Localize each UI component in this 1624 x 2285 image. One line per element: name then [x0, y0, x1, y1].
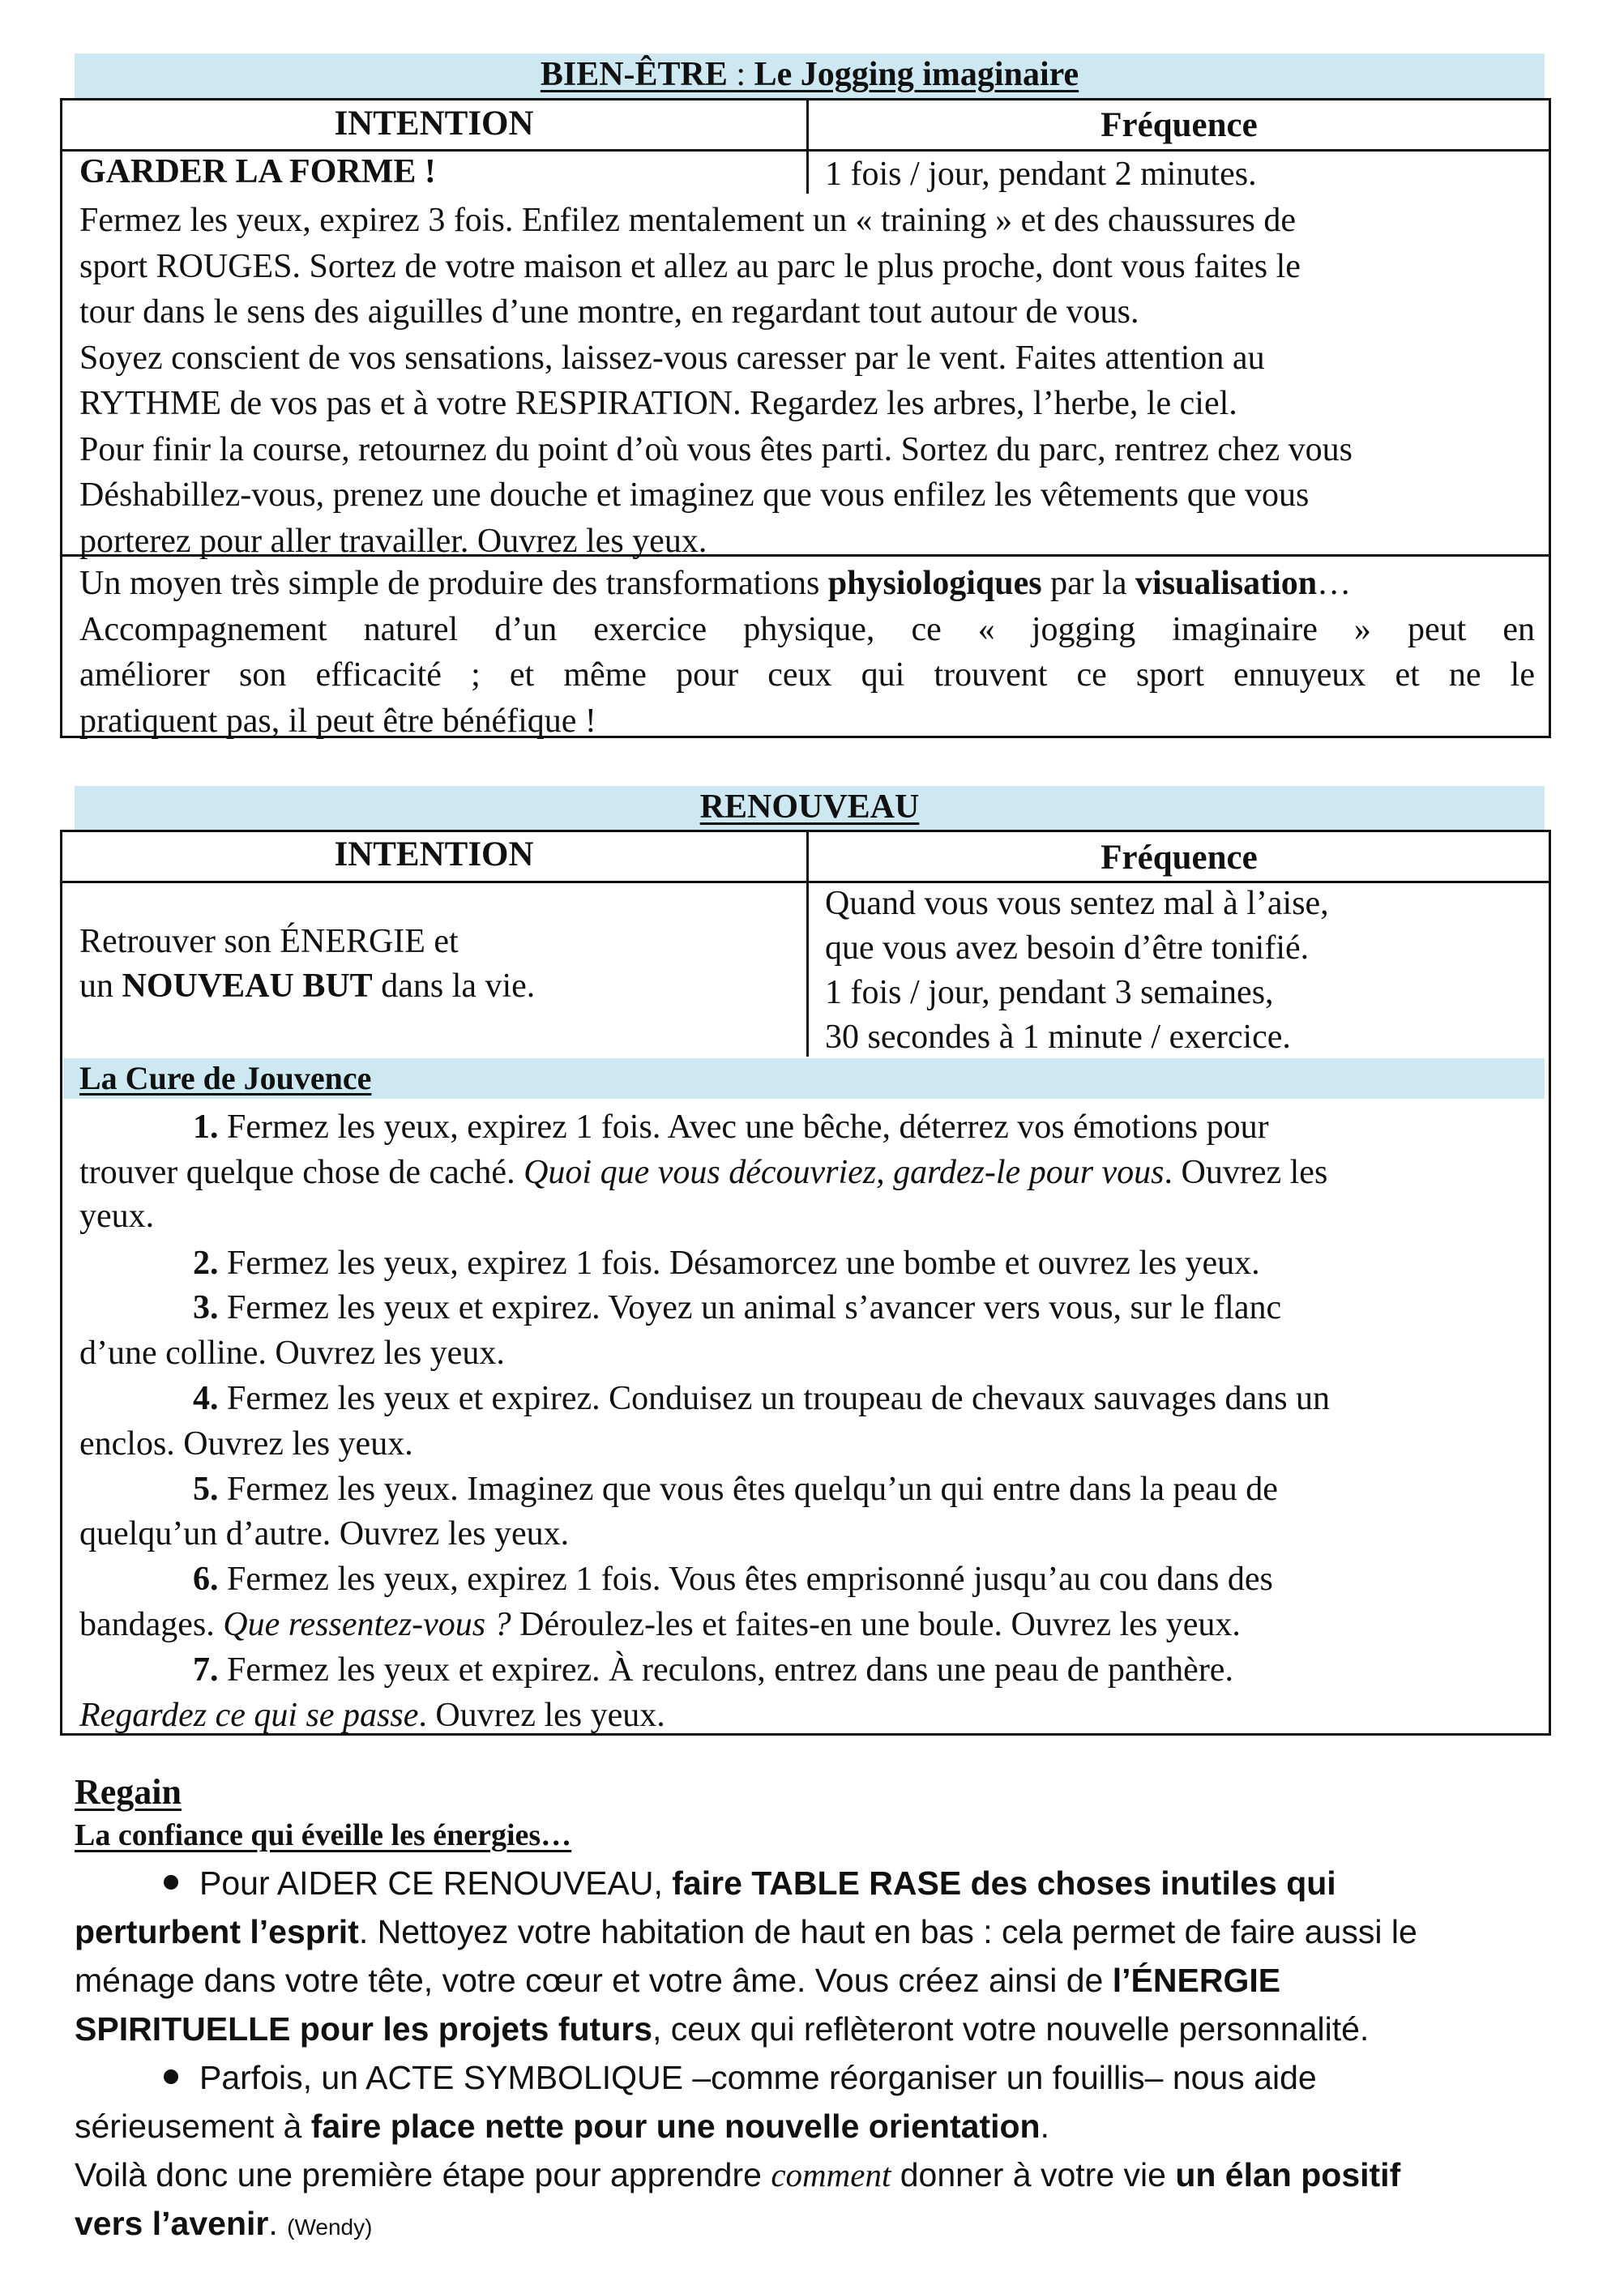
- exercise-5: 5. Fermez les yeux. Imaginez que vous êtes quelqu’un qui entre dans la peau de: [193, 1470, 1278, 1508]
- section2-col-frequence: Fréquence: [1100, 839, 1258, 877]
- bullet-icon: [164, 1875, 178, 1890]
- section3-p1-line-2: perturbent l’esprit. Nettoyez votre habitation de haut en bas : cela permet de faire aussi le: [75, 1913, 1417, 1950]
- section1-column-divider: [806, 98, 809, 194]
- section3-p1-line-4: SPIRITUELLE pour les projets futurs, ceux qui reflèteront votre nouvelle personnalité.: [75, 2010, 1370, 2048]
- exercise-1-cont: trouver quelque chose de caché. Quoi que vous découvriez, gardez-le pour vous. Ouvrez les: [79, 1153, 1328, 1191]
- section3-p1-line-1: Pour AIDER CE RENOUVEAU, faire TABLE RASE des choses inutiles qui: [75, 1859, 1549, 1907]
- section1-note-line-4: pratiquent pas, il peut être bénéfique !: [79, 702, 596, 740]
- keyword-physiologiques: physiologiques: [827, 565, 1042, 602]
- exercise-1: 1. Fermez les yeux, expirez 1 fois. Avec une bêche, déterrez vos émotions pour: [193, 1108, 1269, 1146]
- section1-frequence: 1 fois / jour, pendant 2 minutes.: [825, 156, 1257, 193]
- section1-title-part-a: BIEN-ÊTRE: [540, 56, 728, 93]
- section3-p3-line-2: vers l’avenir. (Wendy): [75, 2205, 373, 2242]
- section1-title-part-b: Le Jogging imaginaire: [754, 56, 1079, 93]
- section2-frequence: [825, 882, 1329, 1060]
- exercise-1-cont: yeux.: [79, 1197, 155, 1235]
- section1-body-line: sport ROUGES. Sortez de votre maison et allez au parc le plus proche, dont vous faites le: [79, 247, 1301, 285]
- section1-body-line: RYTHME de vos pas et à votre RESPIRATION. Regardez les arbres, l’herbe, le ciel.: [79, 385, 1237, 422]
- section1-note-line-1: Un moyen très simple de produire des transformations physiologiques par la visualisation…: [79, 565, 1352, 602]
- section3-p2-line-2: sérieusement à faire place nette pour une nouvelle orientation.: [75, 2108, 1050, 2145]
- section1-note-line-2: Accompagnement naturel d’un exercice physique, ce « jogging imaginaire » peut en: [79, 610, 1535, 648]
- section1-body-line: Déshabillez-vous, prenez une douche et imaginez que vous enfilez les vêtements que vous: [79, 476, 1310, 514]
- section2-frequence-line: 1 fois / jour, pendant 3 semaines,: [825, 974, 1274, 1011]
- section1-intention: GARDER LA FORME !: [79, 153, 436, 190]
- section1-body-line: Pour finir la course, retournez du point d’où vous êtes parti. Sortez du parc, rentrez chez vous: [79, 430, 1353, 468]
- section1-title-separator: :: [727, 56, 754, 93]
- exercise-4-cont: enclos. Ouvrez les yeux.: [79, 1424, 413, 1463]
- section3-title: Regain: [75, 1772, 182, 1812]
- section3-p2-line-1: Parfois, un ACTE SYMBOLIQUE –comme réorganiser un fouillis– nous aide: [75, 2053, 1549, 2102]
- section2-frequence-line: Quand vous vous sentez mal à l’aise,: [825, 885, 1329, 922]
- exercise-6-cont: bandages. Que ressentez-vous ? Déroulez-les et faites-en une boule. Ouvrez les yeux.: [79, 1605, 1241, 1643]
- exercise-7-cont: Regardez ce qui se passe. Ouvrez les yeux.: [79, 1696, 665, 1734]
- section1-title: [75, 55, 1545, 94]
- section1-col-intention: INTENTION: [334, 105, 534, 143]
- exercise-list: [79, 1105, 1538, 1738]
- section1-body-line: Fermez les yeux, expirez 3 fois. Enfilez mentalement un « training » et des chaussures de: [79, 202, 1297, 239]
- section2-frequence-line: 30 secondes à 1 minute / exercice.: [825, 1019, 1291, 1056]
- section1-body-line: tour dans le sens des aiguilles d’une montre, en regardant tout autour de vous.: [79, 293, 1139, 331]
- section2-subheading: La Cure de Jouvence: [79, 1060, 372, 1096]
- exercise-2: 2. Fermez les yeux, expirez 1 fois. Désamorcez une bombe et ouvrez les yeux.: [193, 1244, 1260, 1282]
- section2-intention-line-1: Retrouver son ÉNERGIE et: [79, 923, 459, 960]
- exercise-3: 3. Fermez les yeux et expirez. Voyez un animal s’avancer vers vous, sur le flanc: [193, 1289, 1282, 1327]
- section1-body-line: Soyez conscient de vos sensations, laissez-vous caresser par le vent. Faites attention au: [79, 339, 1265, 377]
- exercise-3-cont: d’une colline. Ouvrez les yeux.: [79, 1335, 505, 1373]
- section1-body-line: porterez pour aller travailler. Ouvrez les yeux.: [79, 522, 707, 560]
- section2-column-divider: [806, 830, 809, 1057]
- section2-frequence-line: que vous avez besoin d’être tonifié.: [825, 929, 1310, 967]
- section3-p1-line-3: ménage dans votre tête, votre cœur et votre âme. Vous créez ainsi de l’ÉNERGIE: [75, 1962, 1281, 1999]
- section1-body: [79, 198, 1538, 564]
- section1-note-line-3: améliorer son efficacité ; et même pour ceux qui trouvent ce sport ennuyeux et ne le: [79, 656, 1535, 694]
- section3-p3-line-1: Voilà donc une première étape pour apprendre comment donner à votre vie un élan positif: [75, 2156, 1401, 2193]
- exercise-4: 4. Fermez les yeux et expirez. Conduisez un troupeau de chevaux sauvages dans un: [193, 1379, 1331, 1417]
- section3-body: [75, 1859, 1549, 2252]
- exercise-5-cont: quelqu’un d’autre. Ouvrez les yeux.: [79, 1515, 570, 1553]
- section3-subtitle: La confiance qui éveille les énergies…: [75, 1818, 572, 1852]
- section2-intention: [79, 920, 535, 1009]
- bullet-icon: [164, 2069, 178, 2084]
- section1-note: [79, 561, 1535, 744]
- section2-col-intention: INTENTION: [334, 835, 534, 873]
- section2-intention-line-2: un NOUVEAU BUT dans la vie.: [79, 967, 536, 1005]
- author-signature: (Wendy): [287, 2215, 373, 2240]
- keyword-visualisation: visualisation: [1135, 565, 1318, 602]
- keyword-nouveau-but: NOUVEAU BUT: [122, 967, 373, 1005]
- exercise-6: 6. Fermez les yeux, expirez 1 fois. Vous êtes emprisonné jusqu’au cou dans des: [193, 1561, 1273, 1599]
- section1-col-frequence: Fréquence: [1100, 106, 1258, 144]
- exercise-7: 7. Fermez les yeux et expirez. À reculons, entrez dans une peau de panthère.: [193, 1651, 1233, 1689]
- section2-title: RENOUVEAU: [699, 788, 920, 826]
